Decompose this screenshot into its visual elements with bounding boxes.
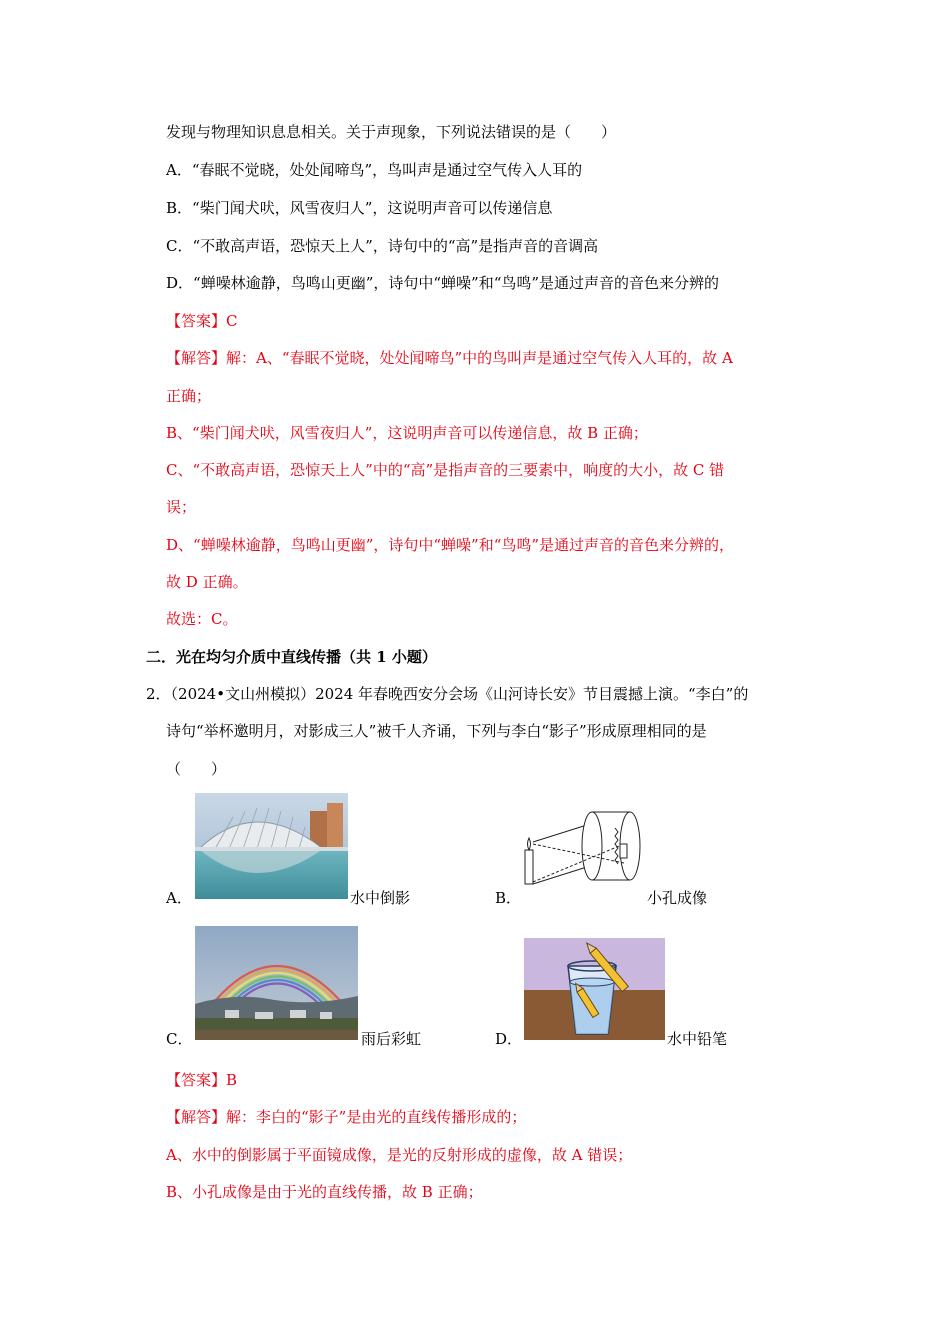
q2-stem-line: 诗句“举杯邀明月，对影成三人”被千人齐诵，下列与李白“影子”形成原理相同的是 xyxy=(166,722,707,740)
q2-stem-line: 2．（2024•文山州模拟）2024 年春晚西安分会场《山河诗长安》节目震撼上演。“李白”的 xyxy=(146,685,749,703)
q1-analysis-line: 正确； xyxy=(166,387,212,405)
pinhole-camera-diagram xyxy=(520,808,648,904)
q1-option-b: B．“柴门闻犬吠，风雪夜归人”，这说明声音可以传递信息 xyxy=(166,199,553,217)
q2-option-b-caption: 小孔成像 xyxy=(647,889,708,907)
q2-analysis-line: A、水中的倒影属于平面镜成像，是光的反射形成的虚像，故 A 错误； xyxy=(166,1146,633,1164)
q2-option-a-caption: 水中倒影 xyxy=(350,889,411,907)
q1-analysis-line: 故 D 正确。 xyxy=(166,573,248,591)
q1-analysis-line: D、“蝉噪林逾静，鸟鸣山更幽”，诗句中“蝉噪”和“鸟鸣”是通过声音的音色来分辨的， xyxy=(166,536,735,554)
q2-option-c-letter: C． xyxy=(166,1030,193,1048)
q2-option-a-letter: A． xyxy=(166,889,192,907)
q1-option-d: D．“蝉噪林逾静，鸟鸣山更幽”，诗句中“蝉噪”和“鸟鸣”是通过声音的音色来分辨的 xyxy=(166,274,720,292)
water-reflection-image xyxy=(195,793,348,899)
rainbow-image xyxy=(195,926,358,1040)
q2-option-b-letter: B． xyxy=(495,889,522,907)
q2-answer: 【答案】B xyxy=(166,1071,238,1089)
q1-option-a: A．“春眠不觉晓，处处闻啼鸟”，鸟叫声是通过空气传入人耳的 xyxy=(166,161,583,179)
q1-analysis-line: 误； xyxy=(166,498,197,516)
q1-conclusion: 故选：C。 xyxy=(166,610,238,628)
q1-analysis-line: C、“不敢高声语，恐惊天上人”中的“高”是指声音的三要素中，响度的大小，故 C 错 xyxy=(166,461,725,479)
q1-analysis-line: 【解答】解：A、“春眠不觉晓，处处闻啼鸟”中的鸟叫声是通过空气传入人耳的，故 A xyxy=(166,349,733,367)
section-heading: 二．光在均匀介质中直线传播（共 1 小题） xyxy=(146,648,437,666)
q2-option-c-caption: 雨后彩虹 xyxy=(361,1030,422,1048)
q2-analysis-line: 【解答】解：李白的“影子”是由光的直线传播形成的； xyxy=(166,1108,527,1126)
q2-analysis-line: B、小孔成像是由于光的直线传播，故 B 正确； xyxy=(166,1183,483,1201)
pencil-in-water-diagram xyxy=(524,938,665,1040)
q1-option-c: C．“不敢高声语，恐惊天上人”，诗句中的“高”是指声音的音调高 xyxy=(166,237,599,255)
q1-analysis-line: B、“柴门闻犬吠，风雪夜归人”，这说明声音可以传递信息，故 B 正确； xyxy=(166,424,648,442)
q2-option-d-letter: D． xyxy=(495,1030,523,1048)
q1-stem-tail: 发现与物理知识息息相关。关于声现象，下列说法错误的是（ ） xyxy=(166,123,617,141)
q2-option-d-caption: 水中铅笔 xyxy=(667,1030,728,1048)
q2-stem-line: （ ） xyxy=(166,760,227,778)
q1-answer: 【答案】C xyxy=(166,312,238,330)
